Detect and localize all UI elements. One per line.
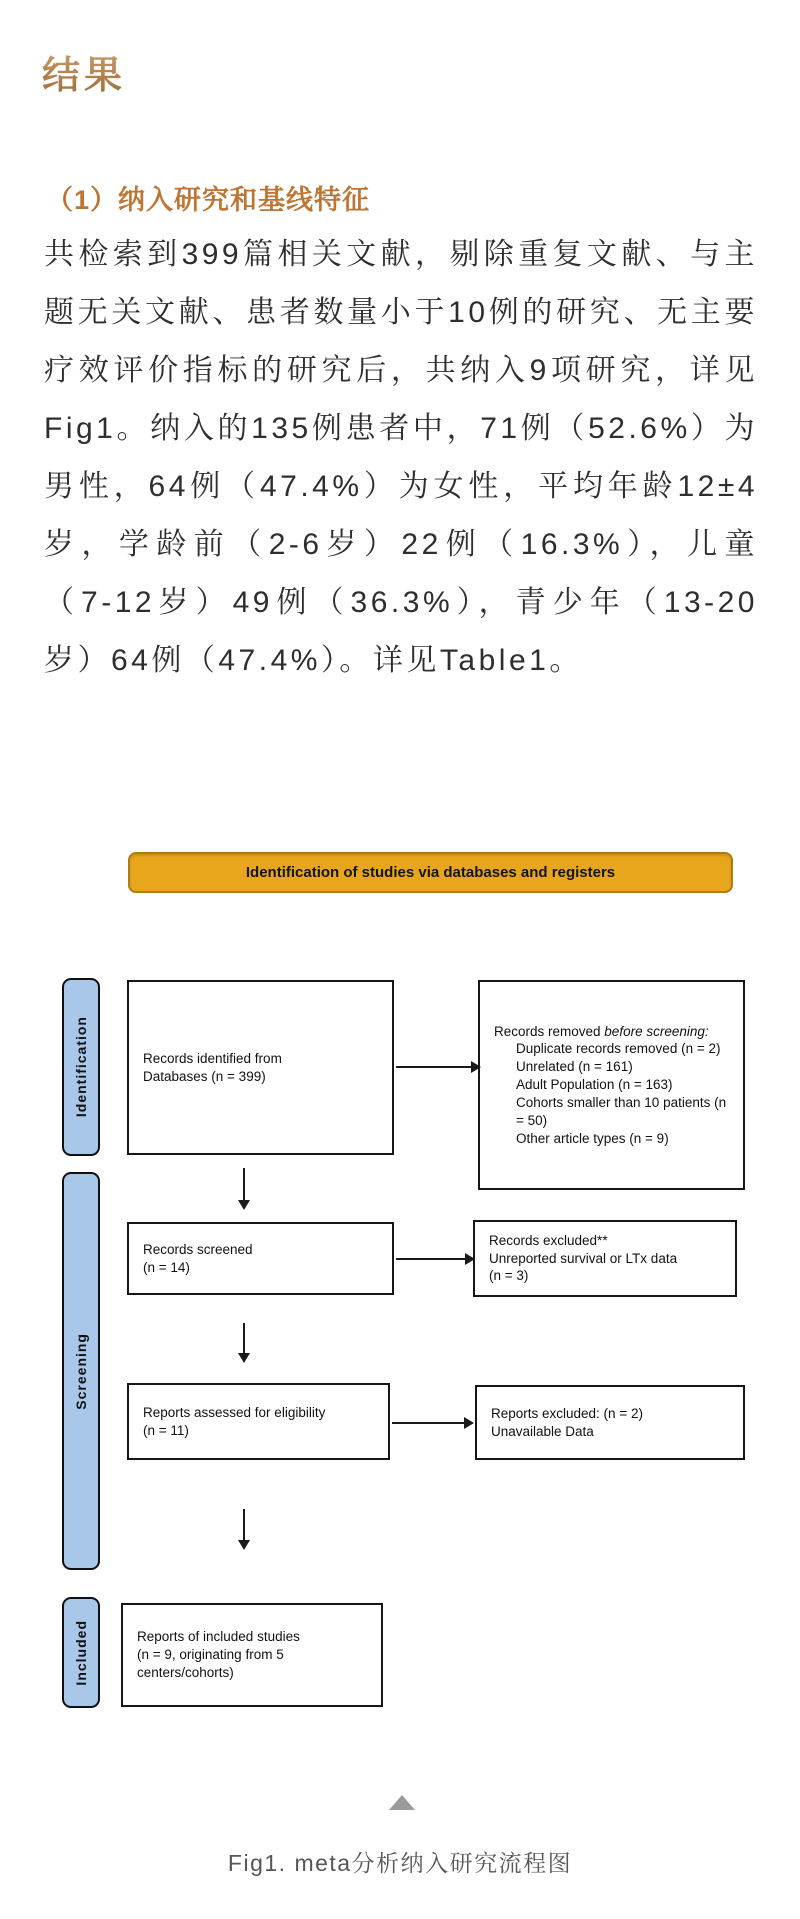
box-records-identified-line1: Records identified from	[143, 1050, 282, 1066]
stage-tab-identification-label: Identification	[73, 1016, 89, 1118]
arrow-head-icon	[238, 1200, 250, 1210]
arrow-head-icon	[464, 1417, 474, 1429]
arrow-assessed-to-included	[243, 1509, 245, 1541]
box-reports-excluded-line1: Reports excluded: (n = 2)	[491, 1405, 643, 1421]
arrow-assessed-to-excluded	[392, 1422, 465, 1424]
arrow-identified-to-screened	[243, 1168, 245, 1201]
box-reports-included-line1: Reports of included studies	[137, 1629, 300, 1645]
removed-item-other: Other article types (n = 9)	[516, 1130, 669, 1146]
stage-tab-screening	[62, 1172, 100, 1570]
diagram-header-bar: Identification of studies via databases and registers	[128, 852, 733, 893]
arrow-identified-to-removed	[396, 1066, 472, 1068]
box-records-excluded	[473, 1220, 737, 1297]
box-records-excluded-line3: (n = 3)	[489, 1268, 529, 1284]
arrow-screened-to-excluded	[396, 1258, 466, 1260]
stage-tab-screening-label: Screening	[73, 1332, 89, 1410]
removed-item-unrelated: Unrelated (n = 161)	[516, 1059, 633, 1075]
box-reports-included	[121, 1603, 383, 1707]
results-paragraph: 共检索到399篇相关文献，剔除重复文献、与主题无关文献、患者数量小于10例的研究、无主要疗效评价指标的研究后，共纳入9项研究，详见Fig1。纳入的135例患者中，71例（52.6%）为男性，64例（47.4%）为女性，平均年龄12±4岁，学龄前（2-6岁）22例（16.3%），儿童（7-12岁）49例（36.3%），青少年（13-20岁）64例（47.4%）。详见Table1。	[44, 238, 758, 677]
box-reports-excluded-line2: Unavailable Data	[491, 1423, 594, 1439]
box-records-excluded-line1: Records excluded**	[489, 1232, 608, 1248]
arrow-head-icon	[238, 1353, 250, 1363]
figure-caption: Fig1. meta分析纳入研究流程图	[227, 1850, 573, 1876]
box-records-screened-line2: (n = 14)	[143, 1259, 190, 1275]
removed-item-duplicates: Duplicate records removed (n = 2)	[516, 1041, 721, 1057]
box-reports-assessed-line1: Reports assessed for eligibility	[143, 1404, 326, 1420]
arrow-head-icon	[471, 1061, 481, 1073]
box-reports-excluded	[475, 1385, 745, 1460]
box-records-identified	[127, 980, 394, 1155]
arrow-screened-to-assessed	[243, 1323, 245, 1354]
box-records-excluded-line2: Unreported survival or LTx data	[489, 1250, 678, 1266]
box-records-removed-intro: Records removed before screening:	[494, 1023, 709, 1039]
back-to-top-icon[interactable]	[389, 1795, 415, 1810]
box-reports-included-line3: centers/cohorts)	[137, 1664, 234, 1680]
box-records-removed	[478, 980, 745, 1190]
removed-item-adult: Adult Population (n = 163)	[516, 1077, 673, 1093]
box-records-screened	[127, 1222, 394, 1295]
removed-item-cohorts: Cohorts smaller than 10 patients (n = 50)	[516, 1094, 727, 1128]
stage-tab-included	[62, 1597, 100, 1708]
box-records-screened-line1: Records screened	[143, 1241, 253, 1257]
box-reports-included-line2: (n = 9, originating from 5	[137, 1647, 284, 1663]
stage-tab-identification	[62, 978, 100, 1156]
box-records-identified-line2: Databases (n = 399)	[143, 1068, 266, 1084]
box-reports-assessed-line2: (n = 11)	[143, 1422, 189, 1438]
arrow-head-icon	[465, 1253, 475, 1265]
page-title: 结果	[42, 44, 126, 99]
stage-tab-included-label: Included	[73, 1619, 89, 1686]
arrow-head-icon	[238, 1540, 250, 1550]
section-heading: （1）纳入研究和基线特征	[46, 185, 371, 215]
box-reports-assessed	[127, 1383, 390, 1460]
